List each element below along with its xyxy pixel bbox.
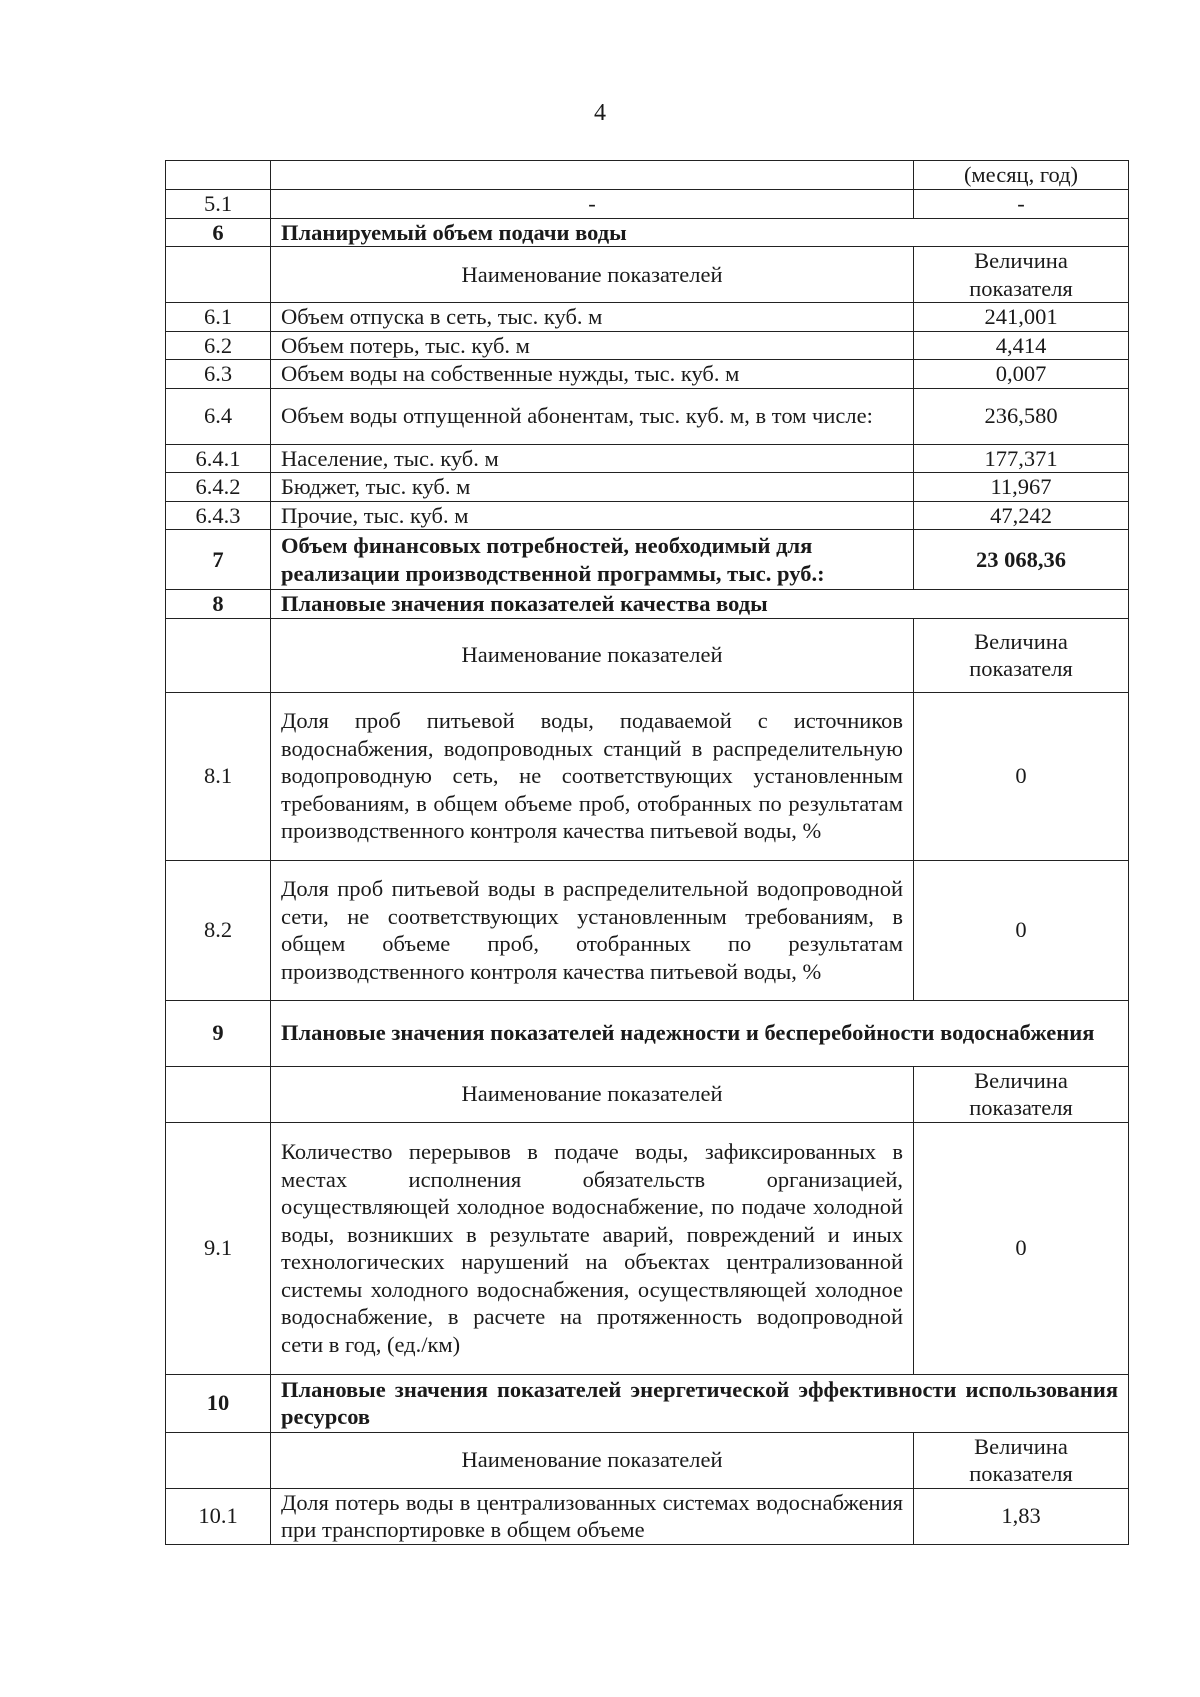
indicator-name: Население, тыс. куб. м	[271, 444, 914, 473]
table-row	[166, 860, 1129, 1000]
section-row	[166, 590, 1129, 619]
header-value: Величина показателя	[914, 247, 1129, 303]
row-number: 6.3	[166, 360, 271, 389]
indicator-value: 0,007	[914, 360, 1129, 389]
table-row	[166, 473, 1129, 502]
num-cell	[166, 1432, 271, 1488]
indicator-name: Доля потерь воды в централизованных системах водоснабжения при транспортировке в общем объеме	[271, 1488, 914, 1544]
section-number: 9	[166, 1000, 271, 1066]
table-row	[166, 190, 1129, 219]
indicator-name: -	[271, 190, 914, 219]
section-number: 10	[166, 1374, 271, 1432]
header-name: Наименование показателей	[271, 247, 914, 303]
indicator-value: 1,83	[914, 1488, 1129, 1544]
header-row	[166, 1432, 1129, 1488]
table-row	[166, 444, 1129, 473]
table-row	[166, 1488, 1129, 1544]
indicator-value: 0	[914, 692, 1129, 860]
indicator-value: 23 068,36	[914, 530, 1129, 590]
header-row	[166, 247, 1129, 303]
indicator-name: Объем воды на собственные нужды, тыс. куб. м	[271, 360, 914, 389]
header-value: Величина показателя	[914, 1432, 1129, 1488]
indicator-value: 236,580	[914, 388, 1129, 444]
row-number: 8.2	[166, 860, 271, 1000]
row-number: 6.1	[166, 303, 271, 332]
indicator-name: Доля проб питьевой воды в распределительной водопроводной сети, не соответствующих установленным требованиям, в общем объеме проб, отобранных по результатам производственного контроля качества питьевой воды, %	[271, 860, 914, 1000]
indicator-name: Доля проб питьевой воды, подаваемой с источников водоснабжения, водопроводных станций в распределительную водопроводную сеть, не соответствующих установленным требованиям, в общем объеме проб, отобранных по результатам производственного контроля качества питьевой воды, %	[271, 692, 914, 860]
header-name: Наименование показателей	[271, 1066, 914, 1122]
section-title: Планируемый объем подачи воды	[271, 218, 1129, 247]
header-value: Величина показателя	[914, 618, 1129, 692]
indicator-name: Прочие, тыс. куб. м	[271, 501, 914, 530]
section-number: 6	[166, 218, 271, 247]
table-row	[166, 692, 1129, 860]
section-title: Плановые значения показателей качества воды	[271, 590, 1129, 619]
num-cell	[166, 618, 271, 692]
num-cell	[166, 247, 271, 303]
row-number: 6.2	[166, 331, 271, 360]
table-row	[166, 1122, 1129, 1374]
section-row	[166, 530, 1129, 590]
table-row	[166, 360, 1129, 389]
row-number: 6.4.2	[166, 473, 271, 502]
indicator-value: 177,371	[914, 444, 1129, 473]
indicator-value: 47,242	[914, 501, 1129, 530]
indicator-value: 4,414	[914, 331, 1129, 360]
header-name: Наименование показателей	[271, 618, 914, 692]
row-number: 6.4.1	[166, 444, 271, 473]
table-row	[166, 303, 1129, 332]
table-row	[166, 161, 1129, 190]
header-name: Наименование показателей	[271, 1432, 914, 1488]
indicator-value: -	[914, 190, 1129, 219]
month-year-label: (месяц, год)	[914, 161, 1129, 190]
table-row	[166, 388, 1129, 444]
indicator-value: 241,001	[914, 303, 1129, 332]
header-row	[166, 618, 1129, 692]
section-row	[166, 218, 1129, 247]
indicator-name: Объем воды отпущенной абонентам, тыс. куб. м, в том числе:	[271, 388, 914, 444]
indicators-table	[165, 160, 1129, 1545]
row-number: 10.1	[166, 1488, 271, 1544]
num-cell	[166, 1066, 271, 1122]
row-number: 6.4.3	[166, 501, 271, 530]
num-cell	[166, 161, 271, 190]
section-title: Плановые значения показателей энергетической эффективности использования ресурсов	[271, 1374, 1129, 1432]
page-number: 4	[594, 100, 606, 126]
indicator-name: Количество перерывов в подаче воды, зафиксированных в местах исполнения обязательств организацией, осуществляющей холодное водоснабжение, по подаче холодной воды, возникших в результате аварий, повреждений и иных технологических нарушений на объектах централизованной системы холодного водоснабжения, осуществляющей холодное водоснабжение, в расчете на протяженность водопроводной сети в год, (ед./км)	[271, 1122, 914, 1374]
indicator-value: 0	[914, 860, 1129, 1000]
section-title: Плановые значения показателей надежности и бесперебойности водоснабжения	[271, 1000, 1129, 1066]
section-row	[166, 1374, 1129, 1432]
section-row	[166, 1000, 1129, 1066]
section-number: 8	[166, 590, 271, 619]
indicator-name: Объем отпуска в сеть, тыс. куб. м	[271, 303, 914, 332]
header-row	[166, 1066, 1129, 1122]
row-number: 8.1	[166, 692, 271, 860]
table-row	[166, 501, 1129, 530]
header-value: Величина показателя	[914, 1066, 1129, 1122]
indicator-name: Бюджет, тыс. куб. м	[271, 473, 914, 502]
row-number: 6.4	[166, 388, 271, 444]
indicator-value: 11,967	[914, 473, 1129, 502]
name-cell	[271, 161, 914, 190]
indicator-name: Объем финансовых потребностей, необходимый для реализации производственной программы, тыс. руб.:	[271, 530, 914, 590]
section-number: 7	[166, 530, 271, 590]
row-number: 5.1	[166, 190, 271, 219]
row-number: 9.1	[166, 1122, 271, 1374]
table-row	[166, 331, 1129, 360]
indicator-value: 0	[914, 1122, 1129, 1374]
indicator-name: Объем потерь, тыс. куб. м	[271, 331, 914, 360]
